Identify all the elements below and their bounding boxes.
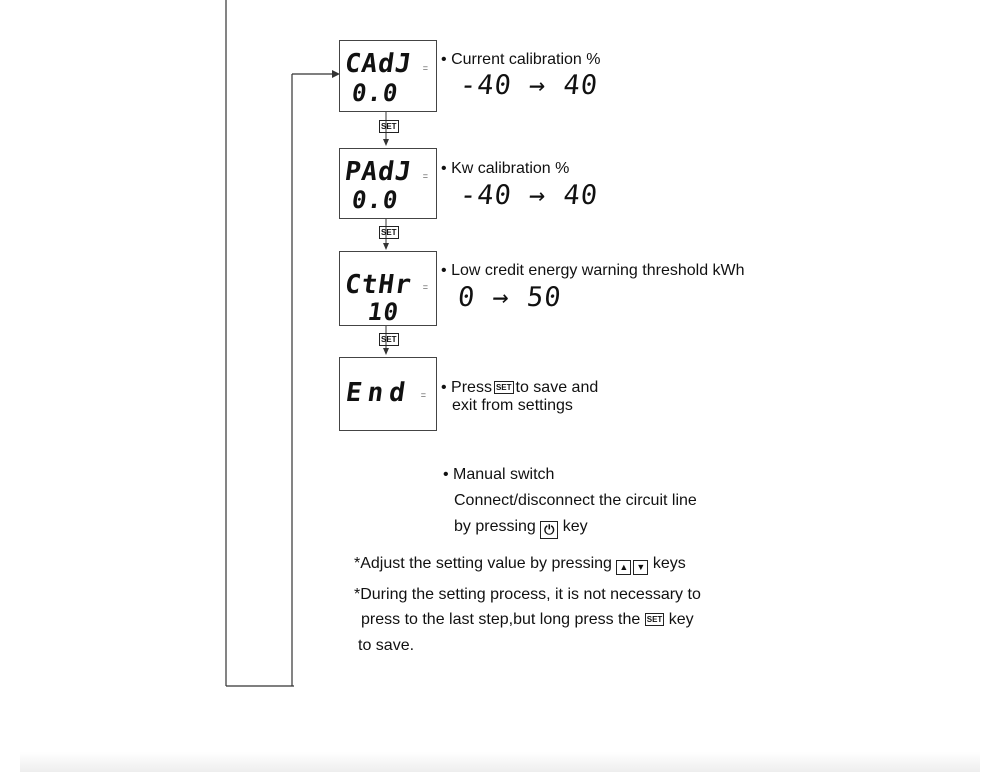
desc-current-calibration: • Current calibration %: [441, 51, 601, 68]
lcd-line2: 0.0: [350, 186, 401, 214]
set-key-marker-1: SET: [381, 122, 397, 132]
lcd-line1: PAdJ: [342, 157, 414, 187]
note-during-1: *During the setting process, it is not necessary to: [354, 586, 701, 603]
note-during-3: to save.: [358, 637, 415, 654]
desc-end: • Press SET to save and: [441, 379, 599, 396]
desc-kw-calibration: • Kw calibration %: [441, 160, 570, 177]
range-current-calibration: -40 → 40: [458, 70, 600, 101]
down-arrow-icon: ▼: [633, 560, 648, 575]
range-low-credit-threshold: 0 → 50: [456, 282, 564, 313]
set-key-marker-3: SET: [381, 335, 397, 345]
lcd-screen-cadj: [339, 40, 437, 112]
manual-switch-line2: Connect/disconnect the circuit line: [454, 492, 697, 509]
note-adjust: *Adjust the setting value by pressing ▲ ▼ keys: [354, 553, 686, 575]
lcd-screen-end: [339, 357, 437, 431]
lcd-screen-padj: [339, 148, 437, 219]
range-kw-calibration: -40 → 40: [458, 180, 600, 211]
lcd-screen-cthr: [339, 251, 437, 326]
lcd-line1: CAdJ: [342, 49, 414, 79]
lcd-tag: =: [420, 390, 426, 400]
lcd-line2: 10: [366, 298, 401, 326]
set-key-icon: SET: [646, 615, 663, 625]
lcd-tag: =: [422, 171, 428, 181]
set-key-marker-2: SET: [381, 228, 397, 238]
set-key-icon: SET: [495, 383, 512, 393]
desc-end-line2: exit from settings: [452, 397, 573, 414]
desc-low-credit-threshold: • Low credit energy warning threshold kWh: [441, 262, 745, 279]
page-bottom-shadow: [20, 752, 980, 772]
note-during-2: press to the last step,but long press the SET key: [361, 611, 694, 628]
lcd-line1: End: [343, 378, 414, 408]
lcd-line2: 0.0: [350, 79, 401, 107]
power-icon: ⏻: [540, 521, 558, 539]
lcd-tag: =: [422, 63, 428, 73]
up-arrow-icon: ▲: [616, 560, 631, 575]
manual-switch-title: • Manual switch: [443, 466, 555, 483]
lcd-tag: =: [422, 282, 428, 292]
lcd-line1: CtHr: [342, 270, 414, 300]
manual-switch-line3: by pressing ⏻ key: [454, 518, 588, 537]
